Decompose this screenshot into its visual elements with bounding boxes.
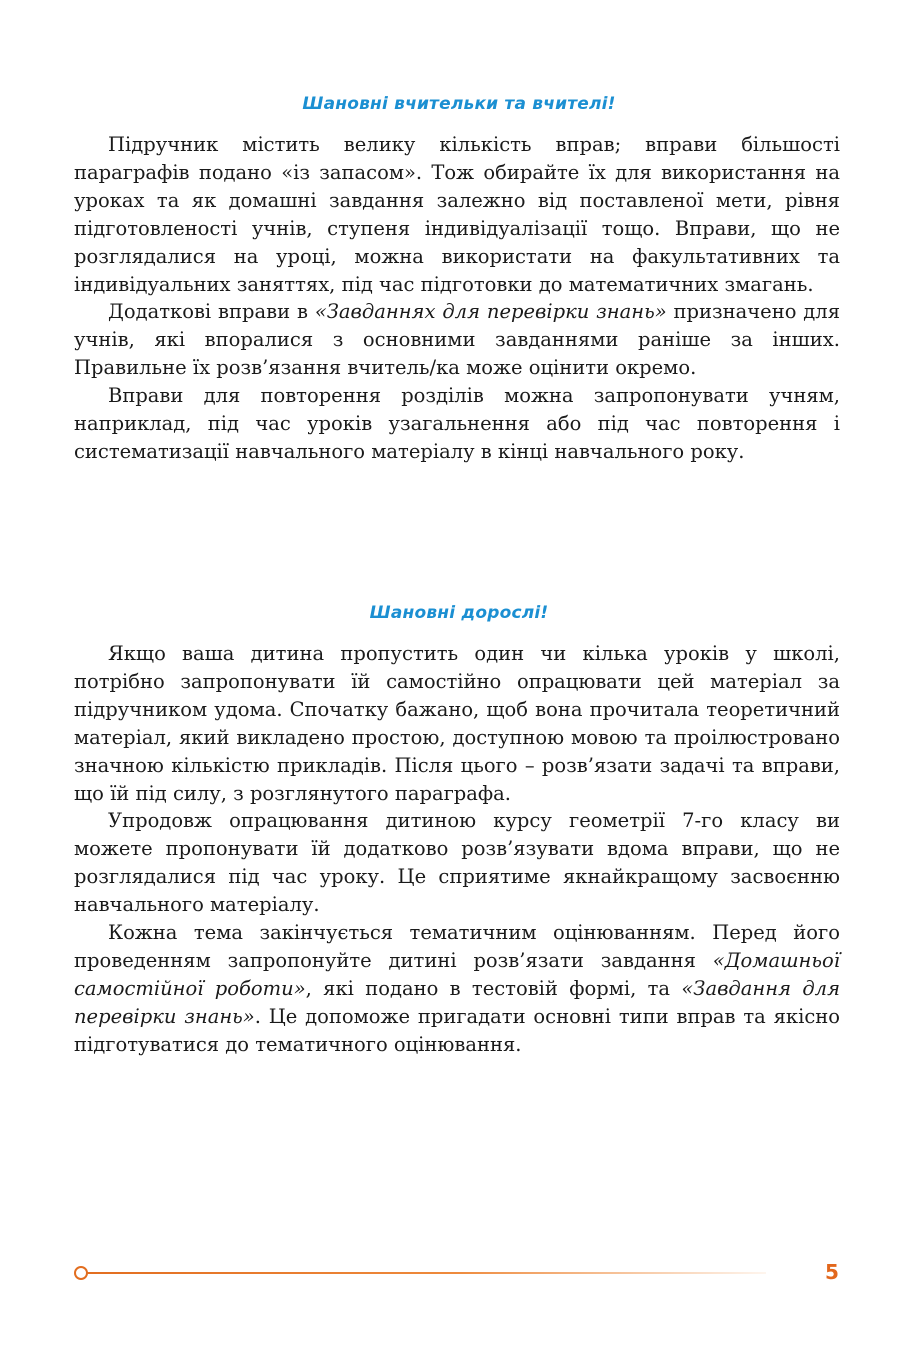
paragraph: Вправи для повторення розділів можна запропонувати учням, наприклад, під час уроків узагальнення або під час повторення і систематизації навчального матеріалу в кінці навчального року. <box>74 384 840 463</box>
text: Кожна тема закінчується тематичним оцінюванням. Перед його проведенням запропонуйте дитині розв’язати завдання <box>74 921 840 972</box>
heading-teachers: Шановні вчительки та вчителі! <box>302 94 616 114</box>
page-number: 5 <box>825 1260 839 1284</box>
paragraph: Упродовж опрацювання дитиною курсу геометрії 7-го класу ви можете пропонувати їй додатково розв’язувати вдома вправи, що не розглядалися під час уроку. Це сприятиме якнайкращому засвоєнню навчального матеріалу. <box>74 809 840 917</box>
paragraph: Якщо ваша дитина пропустить один чи кілька уроків у школі, потрібно запропонувати їй самостійно опрацювати цей матеріал за підручником удома. Спочатку бажано, щоб вона прочитала теоретичний матеріал, який викладено простою, доступною мовою та проілюстровано значною кількістю прикладів. Після цього – розв’язати задачі та вправи, що їй під силу, з розглянутого параграфа. <box>74 642 840 805</box>
italic-reference: «Завданнях для перевірки знань» <box>314 300 667 324</box>
italic-reference: «Домашньої самостійної роботи» <box>74 948 840 1000</box>
footer-divider <box>76 1272 766 1274</box>
italic-reference: «Завдання для перевірки знань» <box>74 976 841 1028</box>
text: . Це допоможе пригадати основні типи вправ та якісно підготуватися до тематичного оцінювання. <box>74 1004 841 1056</box>
text: , які подано в тестовій формі, та <box>305 976 682 1000</box>
paragraph <box>74 298 840 382</box>
text: призначено для учнів, які впоралися з основними завданнями раніше за інших. Правильне їх розв’язання вчитель/ка може оцінити окремо. <box>74 300 840 380</box>
text: Додаткові вправи в <box>108 300 315 324</box>
section-adults <box>74 640 840 1059</box>
paragraph <box>74 919 840 1059</box>
section-teachers <box>74 131 840 466</box>
heading-adults: Шановні дорослі! <box>369 603 549 623</box>
footer-circle-icon <box>74 1266 88 1280</box>
paragraph: Підручник містить велику кількість вправ; вправи більшості параграфів подано «із запасом». Тож обирайте їх для використання на уроках та як домашні завдання залежно від поставленої мети, рівня підготовленості учнів, ступеня індивідуалізації тощо. Вправи, що не розглядалися на уроці, можна використати на факультативних та індивідуальних заняттях, під час підготовки до математичних змагань. <box>74 133 840 296</box>
